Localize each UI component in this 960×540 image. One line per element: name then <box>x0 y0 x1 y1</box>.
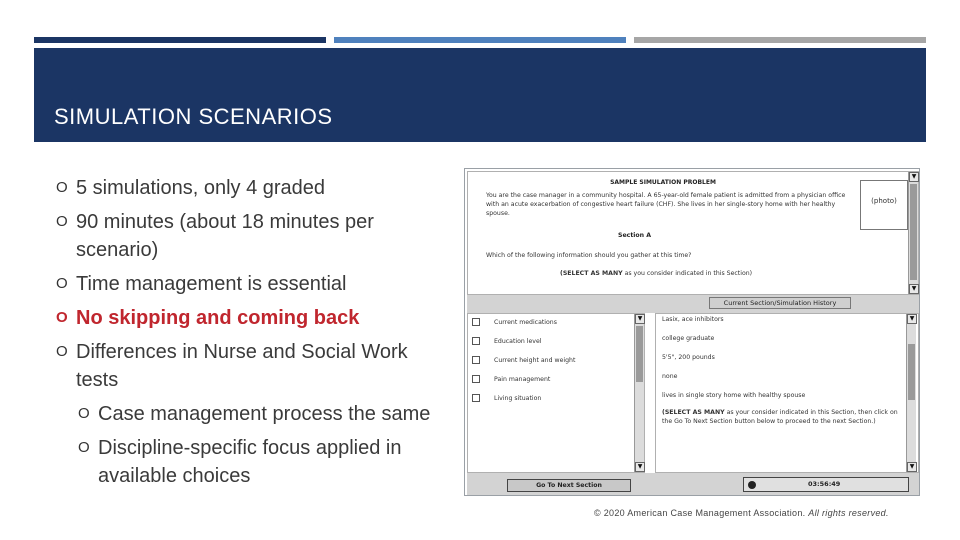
scenario-panel <box>467 171 919 295</box>
scenario-scrollbar[interactable] <box>908 172 918 294</box>
bullet-text: 90 minutes (about 18 minutes per scenario) <box>76 211 374 261</box>
bullet-marker-icon: Ο <box>78 405 90 422</box>
bullet-text: No skipping and coming back <box>76 307 360 329</box>
sub-bullet-item <box>78 400 451 428</box>
bullet-marker-icon: Ο <box>56 309 68 326</box>
option-checkbox[interactable] <box>472 356 480 364</box>
option-label: Education level <box>494 337 542 345</box>
scroll-down-arrow-icon[interactable]: ▼ <box>909 172 919 182</box>
scroll-down-arrow-icon[interactable]: ▼ <box>909 284 919 294</box>
clock-icon <box>748 481 756 489</box>
simulation-title: SAMPLE SIMULATION PROBLEM <box>610 179 716 186</box>
bullet-marker-icon: Ο <box>78 439 90 456</box>
bullet-item <box>56 270 451 298</box>
timer-value: 03:56:49 <box>808 480 841 488</box>
options-scrollbar[interactable] <box>634 314 644 472</box>
scroll-thumb[interactable] <box>910 184 917 280</box>
slide-title: SIMULATION SCENARIOS <box>54 104 333 129</box>
answers-scrollbar[interactable] <box>906 314 916 472</box>
scenario-intro: You are the case manager in a community hospital. A 65-year-old female patient is admitted from a physician office with an acute exacerbation of congestive heart failure (CHF). She lives in her single-story home with her healthy spouse. <box>486 192 846 217</box>
answers-panel <box>655 313 919 473</box>
copyright-main: © 2020 American Case Management Association. <box>594 508 806 518</box>
bullet-item-highlight <box>56 304 451 332</box>
scroll-thumb[interactable] <box>636 326 643 382</box>
go-to-next-section-button[interactable]: Go To Next Section <box>507 479 631 492</box>
top-stripe-blue <box>334 37 626 43</box>
timer-display <box>743 477 909 492</box>
select-instruction-rest: as you consider indicated in this Section) <box>622 270 753 277</box>
answer-text: lives in single story home with healthy spouse <box>662 392 806 399</box>
answer-text: college graduate <box>662 335 715 342</box>
copyright-notice <box>594 508 889 518</box>
sub-bullet-item <box>78 434 451 490</box>
answer-text: none <box>662 373 678 380</box>
option-checkbox[interactable] <box>472 318 480 326</box>
bullet-marker-icon: Ο <box>56 213 68 230</box>
bullet-text: Differences in Nurse and Social Work tests <box>76 341 408 391</box>
option-item[interactable] <box>472 335 542 347</box>
bullet-marker-icon: Ο <box>56 343 68 360</box>
option-item[interactable] <box>472 316 557 328</box>
option-checkbox[interactable] <box>472 394 480 402</box>
option-label: Current medications <box>494 318 557 326</box>
answer-instruction <box>662 408 898 426</box>
answer-instruction-bold: (SELECT AS MANY <box>662 409 725 416</box>
sub-bullet-text: Case management process the same <box>98 403 431 425</box>
sub-bullet-text: Discipline-specific focus applied in available choices <box>98 437 402 487</box>
scroll-down-arrow-icon[interactable]: ▼ <box>635 314 645 324</box>
scroll-thumb[interactable] <box>908 344 915 400</box>
top-stripe-gray <box>634 37 926 43</box>
select-instruction <box>560 270 752 277</box>
bullet-marker-icon: Ο <box>56 275 68 292</box>
scroll-down-arrow-icon[interactable]: ▼ <box>907 462 917 472</box>
bullet-list <box>56 174 451 496</box>
patient-photo-placeholder: (photo) <box>860 180 908 230</box>
option-item[interactable] <box>472 373 550 385</box>
copyright-rights: All rights reserved. <box>808 508 889 518</box>
bullet-text: Time management is essential <box>76 273 347 295</box>
option-item[interactable] <box>472 354 575 366</box>
select-instruction-bold: (SELECT AS MANY <box>560 270 623 277</box>
option-item[interactable] <box>472 392 541 404</box>
answer-text: 5'5", 200 pounds <box>662 354 715 361</box>
option-label: Living situation <box>494 394 542 402</box>
scroll-down-arrow-icon[interactable]: ▼ <box>907 314 917 324</box>
simulation-footer <box>467 473 919 495</box>
option-checkbox[interactable] <box>472 375 480 383</box>
bullet-marker-icon: Ο <box>56 179 68 196</box>
bullet-item <box>56 174 451 202</box>
answer-instruction-rest: as your consider indicated in this Section, then click on the Go To Next Section button below to proceed to the next Section.) <box>662 409 898 425</box>
bullet-text: 5 simulations, only 4 graded <box>76 177 326 199</box>
scroll-down-arrow-icon[interactable]: ▼ <box>635 462 645 472</box>
simulation-screenshot <box>464 168 920 496</box>
bullet-item <box>56 208 451 264</box>
history-bar <box>467 295 919 313</box>
options-list <box>467 313 645 473</box>
answer-text: Lasix, ace inhibitors <box>662 316 724 323</box>
question-text: Which of the following information should you gather at this time? <box>486 252 692 259</box>
title-banner <box>34 48 926 142</box>
section-label: Section A <box>618 232 651 239</box>
option-checkbox[interactable] <box>472 337 480 345</box>
option-label: Current height and weight <box>494 356 576 364</box>
top-stripe-dark <box>34 37 326 43</box>
history-button[interactable]: Current Section/Simulation History <box>709 297 851 309</box>
option-label: Pain management <box>494 375 551 383</box>
bullet-item <box>56 338 451 394</box>
